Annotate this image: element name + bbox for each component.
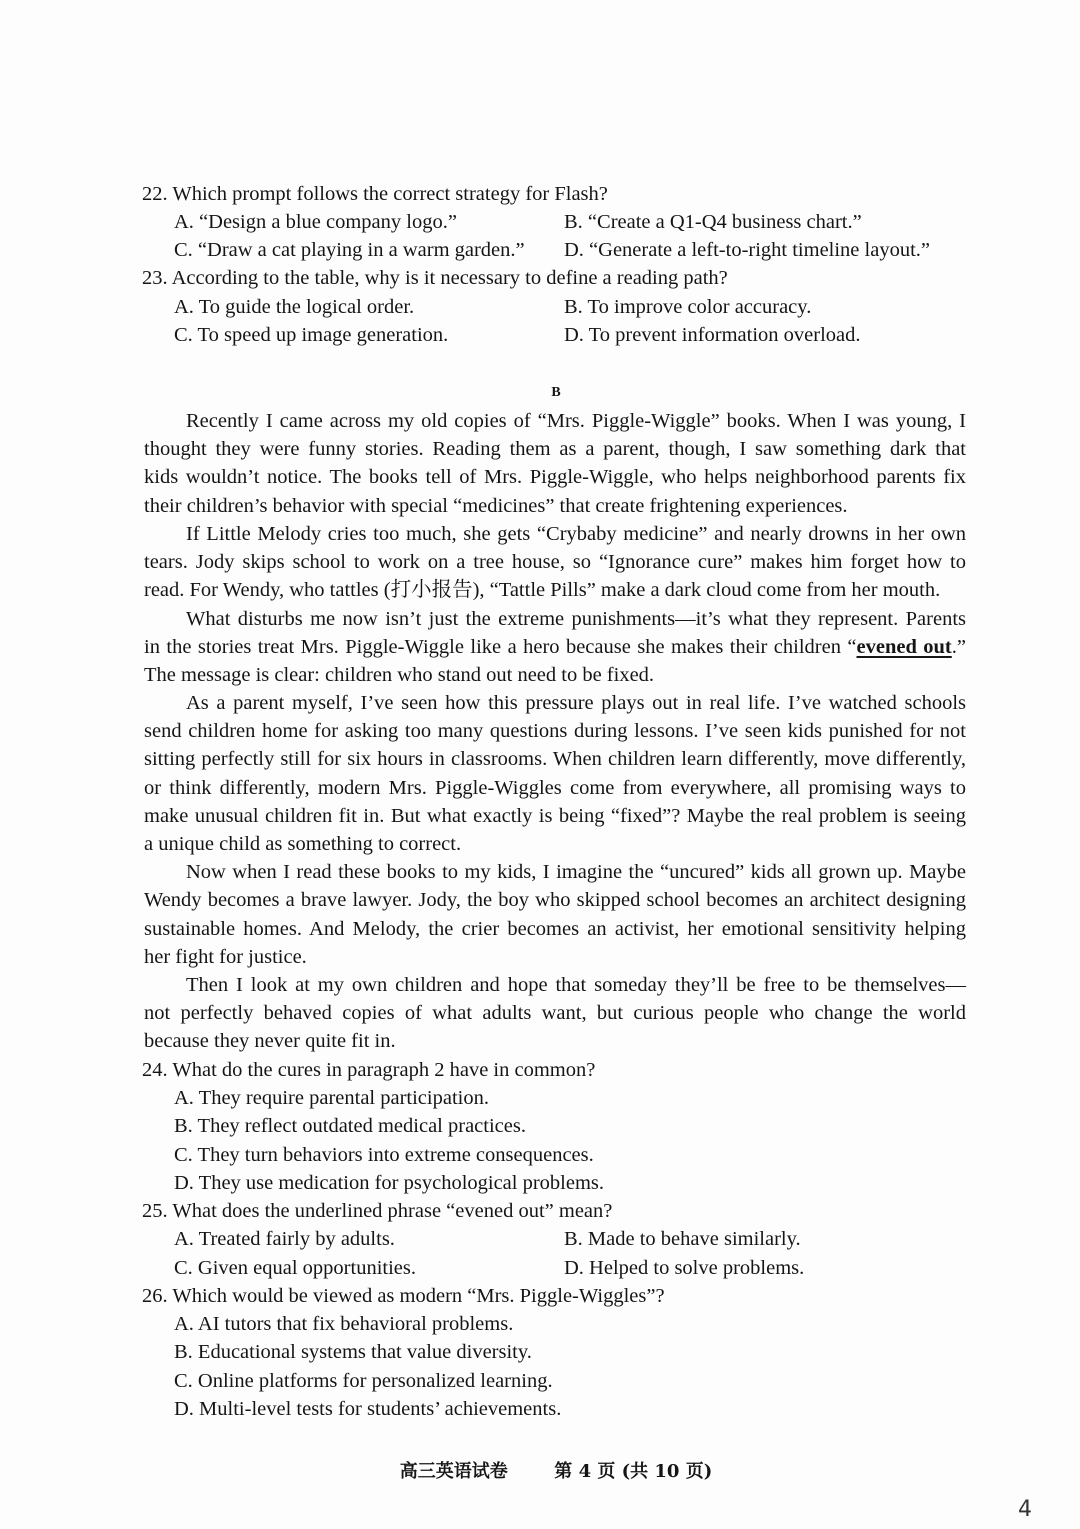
passage-line: sitting perfectly still for six hours in classrooms. When children learn differently, move differently, (144, 748, 966, 770)
question-23-stem: 23. According to the table, why is it necessary to define a reading path? (142, 267, 728, 289)
option-22c: C. “Draw a cat playing in a warm garden.” (174, 239, 525, 261)
section-heading: B (551, 385, 561, 400)
option-23c: C. To speed up image generation. (174, 324, 449, 346)
option-25a: A. Treated fairly by adults. (174, 1228, 395, 1250)
option-23a: A. To guide the logical order. (174, 296, 415, 318)
option-25b: B. Made to behave similarly. (564, 1228, 801, 1250)
passage-line: read. For Wendy, who tattles (打小报告), “Tattle Pills” make a dark cloud come from her mouth. (144, 579, 941, 601)
option-26d: D. Multi-level tests for students’ achievements. (174, 1398, 562, 1420)
option-24c: C. They turn behaviors into extreme consequences. (174, 1144, 594, 1166)
passage-line: send children home for asking too many questions during lessons. I’ve seen kids punished for not (144, 720, 966, 742)
passage-line: or think differently, modern Mrs. Piggle-Wiggles come from everywhere, all promising ways to (144, 777, 966, 799)
passage-line: Wendy becomes a brave lawyer. Jody, the boy who skipped school becomes an architect designing (144, 889, 966, 911)
option-26b: B. Educational systems that value diversity. (174, 1341, 532, 1363)
page-footer (0, 1458, 1080, 1486)
passage-line: As a parent myself, I’ve seen how this pressure plays out in real life. I’ve watched schools (186, 692, 966, 714)
option-25d: D. Helped to solve problems. (564, 1257, 805, 1279)
option-22a: A. “Design a blue company logo.” (174, 211, 457, 233)
question-24-stem: 24. What do the cures in paragraph 2 have in common? (142, 1059, 596, 1081)
passage-line: her fight for justice. (144, 946, 307, 968)
passage-line: kids wouldn’t notice. The books tell of Mrs. Piggle-Wiggle, who helps neighborhood parents fix (144, 466, 966, 488)
passage-line: If Little Melody cries too much, she gets “Crybaby medicine” and nearly drowns in her own (186, 523, 966, 545)
passage-line: What disturbs me now isn’t just the extreme punishments—it’s what they represent. Parents (186, 608, 966, 630)
passage-text: .” (951, 636, 966, 658)
question-26-stem: 26. Which would be viewed as modern “Mrs. Piggle-Wiggles”? (142, 1285, 665, 1307)
page-info: 第 4 页 (共 10 页) (554, 1461, 713, 1482)
underlined-phrase: evened out (856, 636, 952, 658)
passage-text: in the stories treat Mrs. Piggle-Wiggle like a hero because she makes their children “ (144, 636, 857, 658)
question-25-stem: 25. What does the underlined phrase “evened out” mean? (142, 1200, 613, 1222)
page-number: 4 (1018, 1497, 1032, 1522)
passage-line: because they never quite fit in. (144, 1030, 396, 1052)
passage-line: a unique child as something to correct. (144, 833, 462, 855)
passage-line: their children’s behavior with special “medicines” that create frightening experiences. (144, 495, 848, 517)
passage-line: Then I look at my own children and hope that someday they’ll be free to be themselves— (186, 974, 966, 996)
passage-line (144, 633, 966, 661)
passage-line: Recently I came across my old copies of “Mrs. Piggle-Wiggle” books. When I was young, I (186, 410, 966, 432)
passage-line: The message is clear: children who stand out need to be fixed. (144, 664, 655, 686)
option-22b: B. “Create a Q1-Q4 business chart.” (564, 211, 862, 233)
option-26c: C. Online platforms for personalized learning. (174, 1370, 553, 1392)
option-24b: B. They reflect outdated medical practices. (174, 1115, 526, 1137)
exam-title: 高三英语试卷 (399, 1461, 508, 1482)
passage-line: tears. Jody skips school to work on a tree house, so “Ignorance cure” makes him forget how to (144, 551, 966, 573)
option-24a: A. They require parental participation. (174, 1087, 489, 1109)
question-22-stem: 22. Which prompt follows the correct strategy for Flash? (142, 183, 608, 205)
passage-line: not perfectly behaved copies of what adults want, but curious people who change the world (144, 1002, 966, 1024)
option-25c: C. Given equal opportunities. (174, 1257, 416, 1279)
passage-line: make unusual children fit in. But what exactly is being “fixed”? Maybe the real problem is seeing (144, 805, 966, 827)
option-23d: D. To prevent information overload. (564, 324, 861, 346)
passage-line: thought they were funny stories. Reading them as a parent, though, I saw something dark that (144, 438, 966, 460)
option-24d: D. They use medication for psychological problems. (174, 1172, 605, 1194)
option-26a: A. AI tutors that fix behavioral problems. (174, 1313, 514, 1335)
option-23b: B. To improve color accuracy. (564, 296, 812, 318)
passage-line: Now when I read these books to my kids, I imagine the “uncured” kids all grown up. Maybe (186, 861, 966, 883)
option-22d: D. “Generate a left-to-right timeline layout.” (564, 239, 930, 261)
passage-line: sustainable homes. And Melody, the crier becomes an activist, her emotional sensitivity helping (144, 918, 966, 940)
